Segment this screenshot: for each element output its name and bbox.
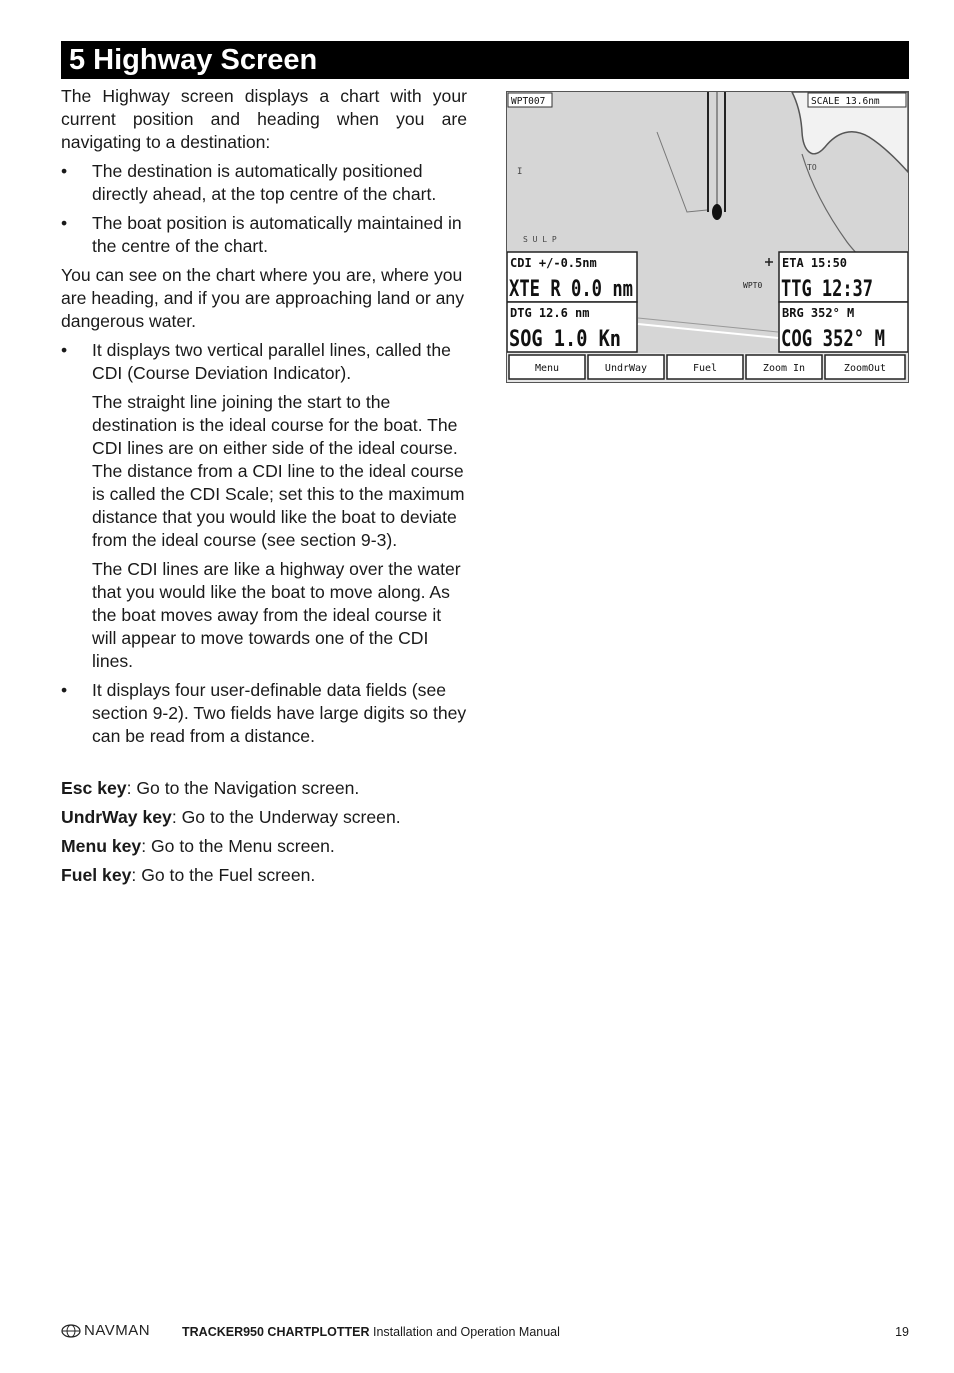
bullet-marker: • xyxy=(61,161,68,181)
key-name: Menu key xyxy=(61,836,142,856)
bullet-data-fields xyxy=(61,679,467,748)
key-name: Fuel key xyxy=(61,865,132,885)
dtg-field: DTG 12.6 nm xyxy=(510,306,590,320)
chart-paragraph: You can see on the chart where you are, where you are heading, and if you are approaching land or any dangerous water. xyxy=(61,265,464,331)
softkey-label: UndrWay xyxy=(604,363,648,374)
page-footer xyxy=(61,1322,909,1344)
xte-field: XTE R 0.0 nm xyxy=(509,277,633,302)
key-list xyxy=(61,777,467,887)
intro-paragraph: The Highway screen displays a chart with your current position and heading when you are navigating to a destination: xyxy=(61,86,467,152)
brg-field: BRG 352° M xyxy=(782,306,855,320)
manual-name: Installation and Operation Manual xyxy=(369,1325,560,1339)
waypoint-label: WPT007 xyxy=(511,96,546,107)
chart-waypoint-label: WPT0 xyxy=(743,281,763,290)
bullet-text: The boat position is automatically maintained in the centre of the chart. xyxy=(92,213,462,256)
cdi-paragraph-highway: The CDI lines are like a highway over the water that you would like the boat to move along. As the boat moves away from the ideal course it will appear to move towards one of the CDI lines. xyxy=(92,559,461,671)
cdi-field: CDI +/-0.5nm xyxy=(510,256,597,270)
ttg-field: TTG 12:37 xyxy=(781,277,873,302)
key-name: UndrWay key xyxy=(61,807,172,827)
svg-text:S U L P: S U L P xyxy=(523,235,557,244)
softkey-label: Fuel xyxy=(692,363,718,374)
highway-screen-screenshot xyxy=(506,91,909,383)
bullet-text: It displays two vertical parallel lines, called the CDI (Course Deviation Indicator). xyxy=(92,340,451,383)
softkey-fuel[interactable] xyxy=(667,355,743,379)
navman-globe-icon xyxy=(61,1324,81,1338)
navman-logo xyxy=(61,1322,150,1339)
key-fuel xyxy=(61,864,467,887)
bullet-text: It displays four user-definable data fields (see section 9-2). Two fields have large digits so they can be read from a distance. xyxy=(92,680,467,746)
highway-screen-display xyxy=(507,92,908,382)
manual-title xyxy=(182,1325,560,1339)
bullet-marker: • xyxy=(61,680,68,700)
body-column xyxy=(61,85,467,893)
sog-field: SOG 1.0 Kn xyxy=(509,327,621,352)
boat-position-marker xyxy=(712,204,722,220)
eta-field: ETA 15:50 xyxy=(782,256,848,270)
softkey-label: ZoomOut xyxy=(843,363,887,374)
bullet-marker: • xyxy=(61,213,68,233)
softkey-menu[interactable] xyxy=(509,355,585,379)
product-name: TRACKER950 CHARTPLOTTER xyxy=(182,1325,370,1339)
softkey-zoom-out[interactable] xyxy=(825,355,905,379)
key-name: Esc key xyxy=(61,778,127,798)
scale-label: SCALE 13.6nm xyxy=(811,96,880,107)
svg-text:TO: TO xyxy=(807,163,817,172)
page-number: 19 xyxy=(895,1325,909,1339)
bullet-destination xyxy=(61,160,467,206)
bullet-boat-position xyxy=(61,212,467,258)
softkey-zoom-in[interactable] xyxy=(746,355,822,379)
key-menu xyxy=(61,835,467,858)
bullet-text: The destination is automatically positioned directly ahead, at the top centre of the chart. xyxy=(92,161,437,204)
page-title: 5 Highway Screen xyxy=(61,41,909,79)
key-desc: : Go to the Menu screen. xyxy=(141,836,335,856)
bullet-marker: • xyxy=(61,340,68,360)
softkey-label: Menu xyxy=(534,363,560,374)
softkey-label: Zoom In xyxy=(762,363,806,374)
cdi-paragraph-ideal-course: The straight line joining the start to the destination is the ideal course for the boat. The CDI lines are on either side of the ideal course. The distance from a CDI line to the ideal course is called the CDI Scale; set this to the maximum distance that you would like the boat to deviate from the ideal course (see section 9-3). xyxy=(92,392,465,550)
softkey-undrway[interactable] xyxy=(588,355,664,379)
key-desc: : Go to the Underway screen. xyxy=(171,807,401,827)
cog-field: COG 352° M xyxy=(781,327,885,352)
brand-name: NAVMAN xyxy=(84,1322,151,1339)
key-esc xyxy=(61,777,467,800)
svg-text:I: I xyxy=(517,167,523,177)
key-desc: : Go to the Fuel screen. xyxy=(131,865,316,885)
key-desc: : Go to the Navigation screen. xyxy=(126,778,360,798)
bullet-cdi xyxy=(61,339,467,385)
key-undrway xyxy=(61,806,467,829)
